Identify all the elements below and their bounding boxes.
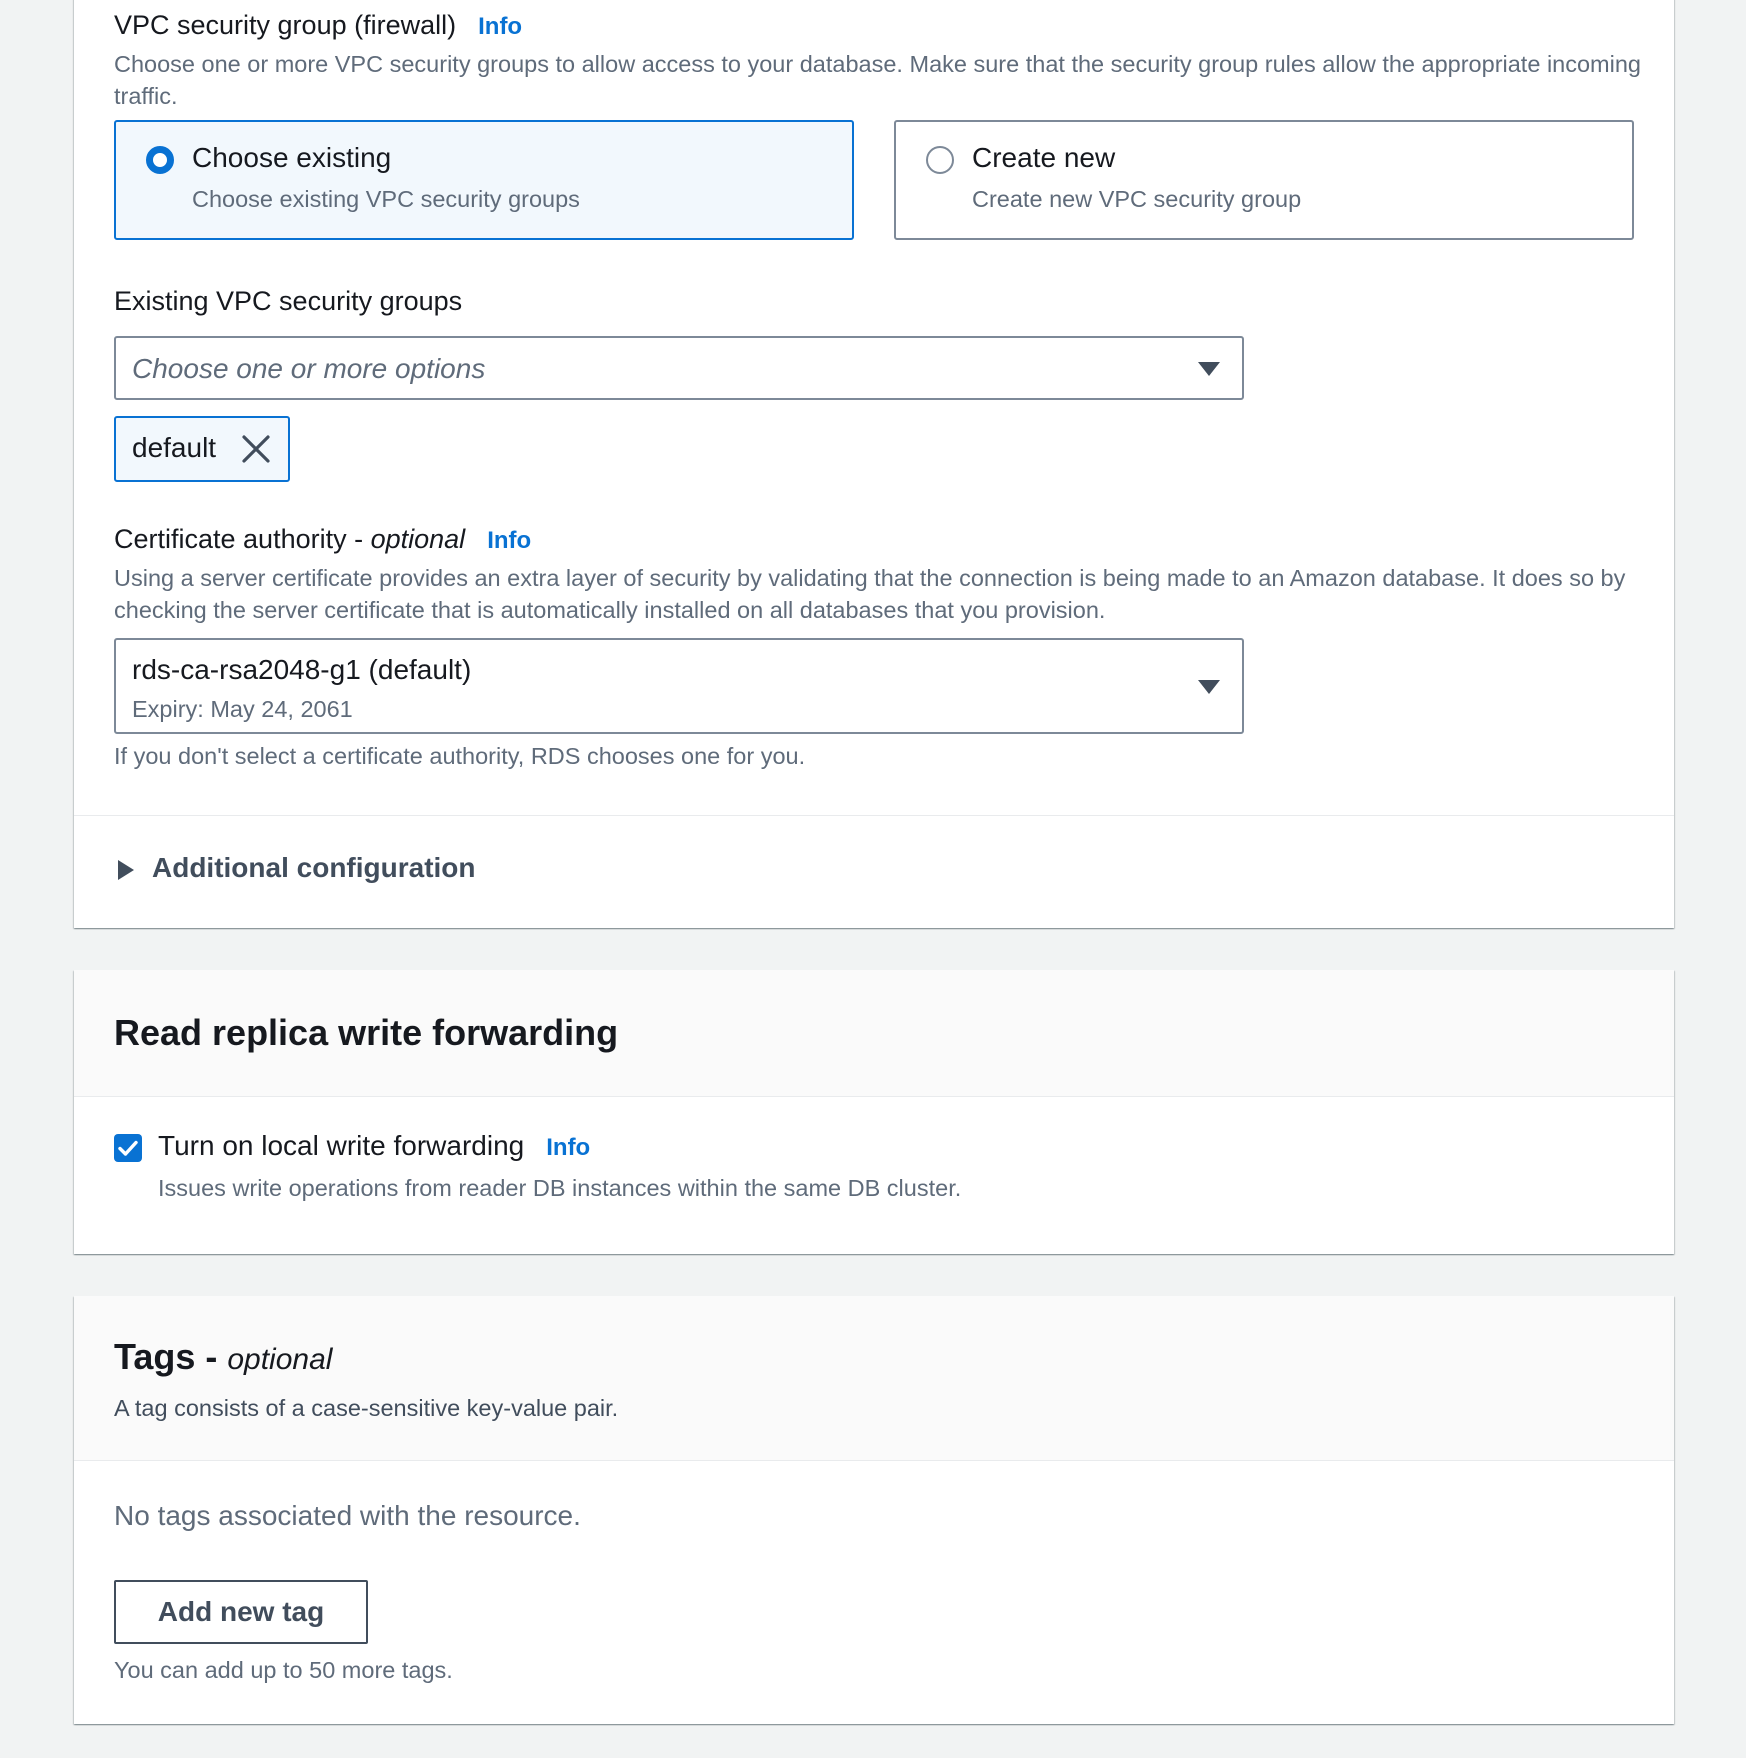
certificate-authority-select[interactable] <box>114 638 1244 734</box>
certificate-authority-description: Using a server certificate provides an extra layer of security by validating that the connection is being made to an Amazon database. It does so by checking the server certificate that is automatically installed on all databases that you provision. <box>114 565 1626 623</box>
security-group-token <box>114 416 290 482</box>
tags-empty-message: No tags associated with the resource. <box>114 1500 581 1531</box>
vpc-security-group-label: VPC security group (firewall) <box>114 10 457 40</box>
additional-configuration-label: Additional configuration <box>152 852 476 883</box>
read-replica-panel <box>74 970 1674 1254</box>
caret-right-icon <box>118 860 134 880</box>
tags-optional: optional <box>227 1343 333 1376</box>
vpc-security-group-description: Choose one or more VPC security groups to allow access to your database. Make sure that the security group rules allow the appropriate incoming traffic. <box>114 51 1641 109</box>
tags-panel <box>74 1296 1674 1724</box>
vpc-security-group-info-link[interactable]: Info <box>478 13 523 40</box>
write-forwarding-label: Turn on local write forwarding <box>158 1130 525 1161</box>
tags-header <box>74 1296 1674 1460</box>
checkmark-icon <box>114 1134 142 1162</box>
tags-heading <box>114 1336 332 1378</box>
choose-existing-description: Choose existing VPC security groups <box>192 186 580 212</box>
certificate-authority-info-link[interactable]: Info <box>487 527 532 554</box>
certificate-authority-expiry: Expiry: May 24, 2061 <box>132 696 353 722</box>
certificate-authority-hint: If you don't select a certificate authority, RDS chooses one for you. <box>114 743 806 769</box>
add-new-tag-button[interactable]: Add new tag <box>114 1580 368 1644</box>
close-icon[interactable] <box>240 432 272 466</box>
section-divider <box>74 815 1674 816</box>
connectivity-panel <box>74 0 1674 928</box>
vpc-security-group-field-header <box>114 10 522 41</box>
security-group-token-label: default <box>132 432 217 463</box>
tags-description: A tag consists of a case-sensitive key-value pair. <box>114 1395 619 1421</box>
read-replica-heading: Read replica write forwarding <box>114 1012 619 1053</box>
section-divider <box>74 1096 1674 1097</box>
create-new-tile[interactable] <box>894 120 1634 240</box>
choose-existing-title: Choose existing <box>192 142 392 173</box>
certificate-authority-label: Certificate authority - <box>114 524 371 554</box>
create-new-description: Create new VPC security group <box>972 186 1302 212</box>
choose-existing-tile[interactable] <box>114 120 854 240</box>
write-forwarding-checkbox[interactable] <box>114 1134 142 1162</box>
write-forwarding-description: Issues write operations from reader DB instances within the same DB cluster. <box>158 1175 962 1201</box>
existing-groups-placeholder: Choose one or more options <box>132 353 486 384</box>
existing-groups-multiselect[interactable] <box>114 336 1244 400</box>
create-new-title: Create new <box>972 142 1116 173</box>
existing-groups-label: Existing VPC security groups <box>114 286 463 316</box>
caret-down-icon <box>1198 362 1220 376</box>
write-forwarding-info-link[interactable]: Info <box>546 1134 591 1161</box>
section-divider <box>74 1460 1674 1461</box>
tags-limit-hint: You can add up to 50 more tags. <box>114 1657 453 1683</box>
choose-existing-radio[interactable] <box>146 146 174 174</box>
write-forwarding-label-row <box>158 1130 590 1162</box>
certificate-authority-selected-value: rds-ca-rsa2048-g1 (default) <box>132 654 472 685</box>
caret-down-icon <box>1198 680 1220 694</box>
create-new-radio[interactable] <box>926 146 954 174</box>
certificate-authority-field-header <box>114 524 531 555</box>
certificate-authority-optional: optional <box>370 524 466 554</box>
tags-heading-text: Tags - <box>114 1336 228 1377</box>
read-replica-header <box>74 970 1674 1096</box>
